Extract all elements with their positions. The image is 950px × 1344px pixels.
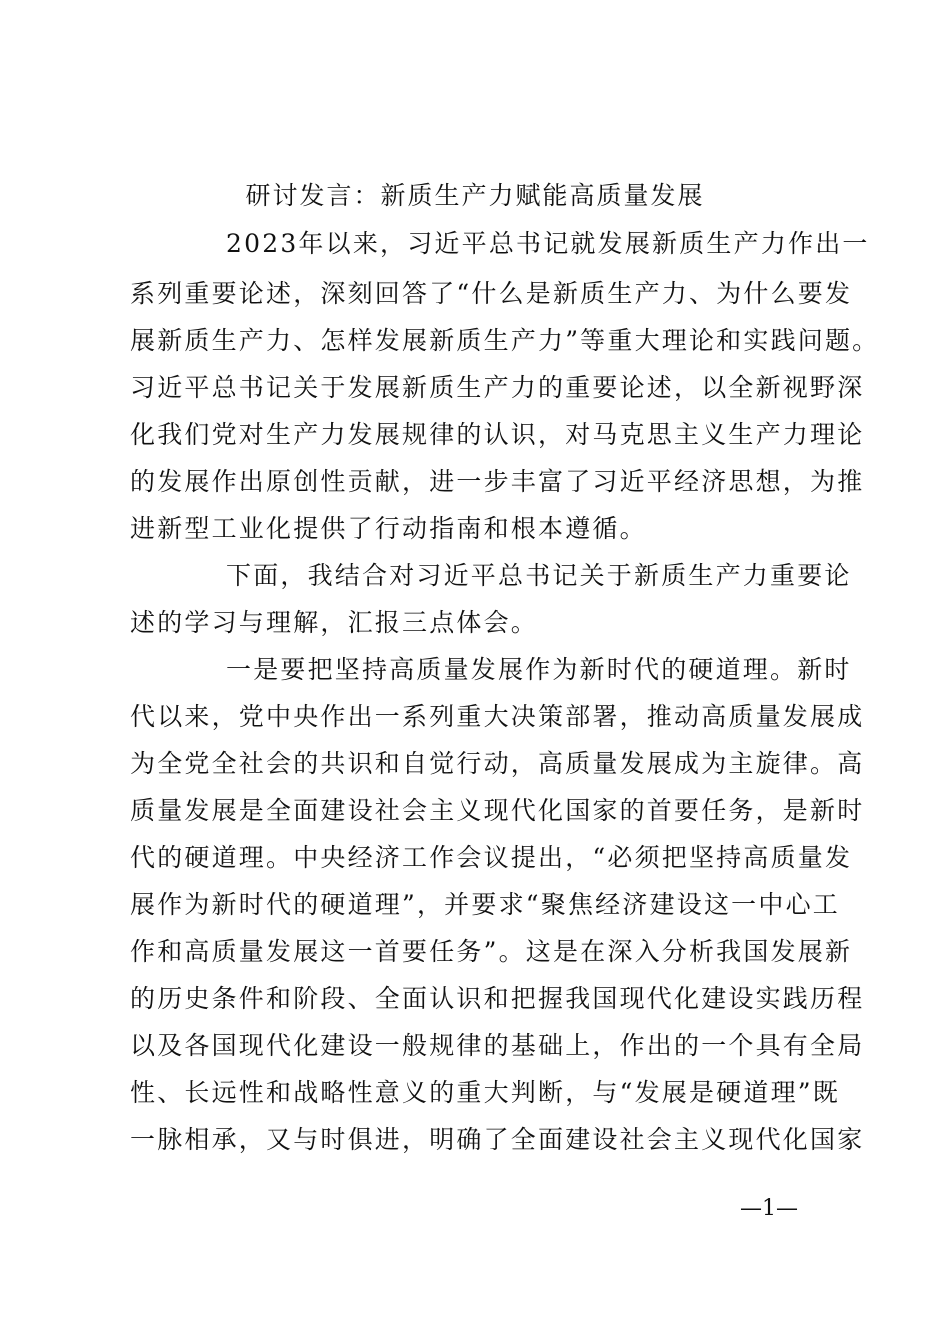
- body-line-5: 化我们党对生产力发展规律的认识，对马克思主义生产力理论: [130, 420, 865, 449]
- body-line-1: 2023年以来，习近平总书记就发展新质生产力作出一: [226, 229, 870, 258]
- body-line-12: 为全党全社会的共识和自觉行动，高质量发展成为主旋律。高: [130, 749, 865, 778]
- body-line-8: 下面，我结合对习近平总书记关于新质生产力重要论: [226, 561, 852, 590]
- body-line-10: 一是要把坚持高质量发展作为新时代的硬道理。新时: [226, 655, 852, 684]
- body-line-7: 进新型工业化提供了行动指南和根本遵循。: [130, 514, 647, 543]
- body-line-2: 系列重要论述，深刻回答了“什么是新质生产力、为什么要发: [130, 279, 853, 308]
- body-line-14: 代的硬道理。中央经济工作会议提出，“必须把坚持高质量发: [130, 843, 853, 872]
- document-title: 研讨发言：新质生产力赋能高质量发展: [245, 181, 705, 210]
- body-line-11: 代以来，党中央作出一系列重大决策部署，推动高质量发展成: [130, 702, 865, 731]
- body-line-18: 以及各国现代化建设一般规律的基础上，作出的一个具有全局: [130, 1031, 865, 1060]
- body-line-4: 习近平总书记关于发展新质生产力的重要论述，以全新视野深: [130, 373, 865, 402]
- body-line-9: 述的学习与理解，汇报三点体会。: [130, 608, 539, 637]
- body-line-15: 展作为新时代的硬道理”，并要求“聚焦经济建设这一中心工: [130, 890, 840, 919]
- body-line-13: 质量发展是全面建设社会主义现代化国家的首要任务，是新时: [130, 796, 865, 825]
- body-line-17: 的历史条件和阶段、全面认识和把握我国现代化建设实践历程: [130, 984, 865, 1013]
- body-line-6: 的发展作出原创性贡献，进一步丰富了习近平经济思想，为推: [130, 467, 865, 496]
- body-line-16: 作和高质量发展这一首要任务”。这是在深入分析我国发展新: [130, 937, 853, 966]
- body-line-19: 性、长远性和战略性意义的重大判断，与“发展是硬道理”既: [130, 1078, 840, 1107]
- page-number: —1—: [740, 1196, 798, 1221]
- body-line-3: 展新质生产力、怎样发展新质生产力”等重大理论和实践问题。: [130, 326, 880, 355]
- body-line-20: 一脉相承，又与时俱进，明确了全面建设社会主义现代化国家: [130, 1125, 865, 1154]
